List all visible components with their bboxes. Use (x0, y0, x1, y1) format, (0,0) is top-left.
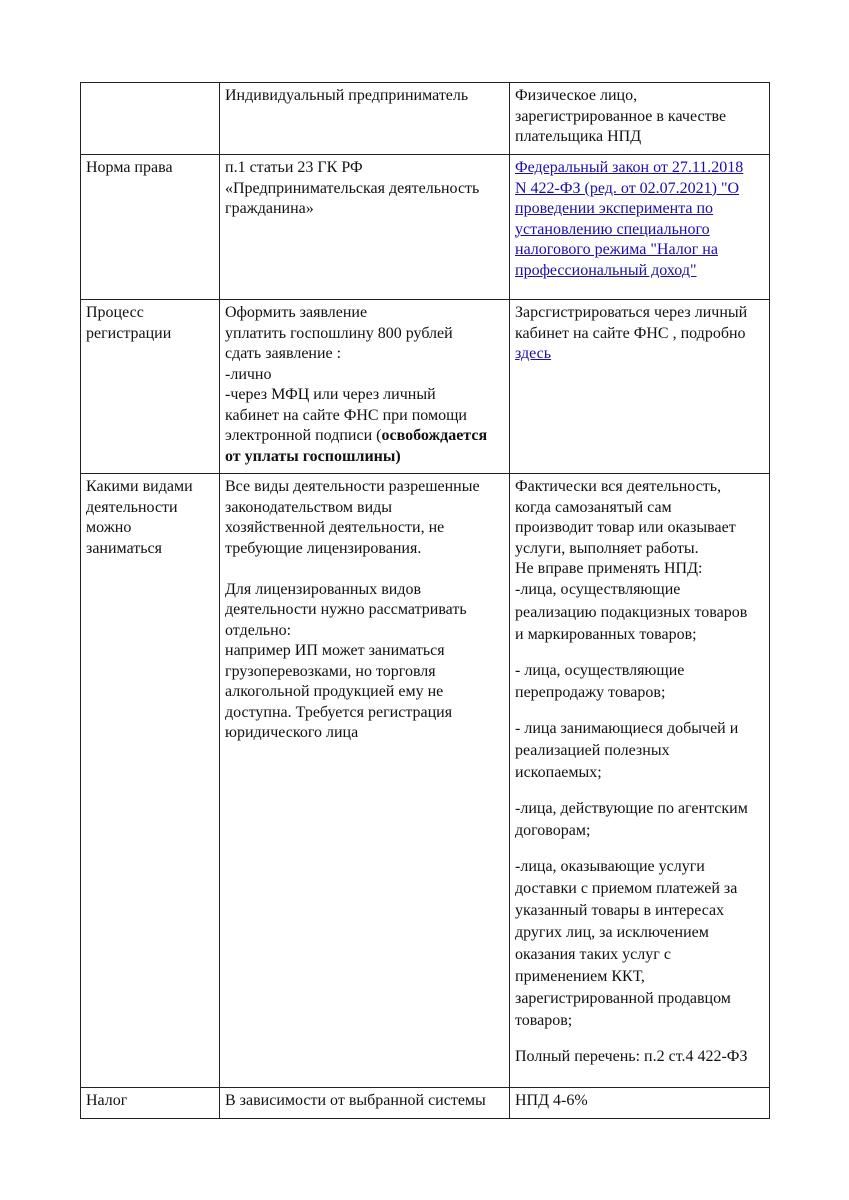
law-ip-line: гражданина» (225, 200, 314, 217)
restriction-item (515, 718, 764, 784)
header-cell-ip (220, 83, 510, 155)
here-link[interactable]: здесь (515, 345, 552, 362)
activities-npd-line: когда самозанятый сам (515, 498, 672, 516)
activities-ip-line: хозяйственной деятельности, не (225, 519, 445, 536)
table-row-registration (81, 300, 770, 474)
registration-ip-line: уплатить госпошлину 800 рублей (225, 324, 453, 342)
activities-ip-line: грузоперевозками, но торговля (225, 662, 436, 680)
tax-npd-cell (510, 1088, 770, 1119)
federal-law-link-line[interactable]: Федеральный закон от 27.11.2018 (515, 159, 744, 176)
activities-label-line: деятельности (86, 498, 178, 516)
restriction-line: реализацию подакцизных товаров (515, 604, 748, 621)
restriction-line: договорам; (515, 822, 591, 839)
fee-exempt-bold: от уплаты госпошлины (225, 447, 396, 465)
activities-ip-line: Все виды деятельности разрешенные (225, 478, 480, 495)
restriction-line: -лица, оказывающие услуги (515, 858, 705, 875)
registration-ip-text: электронной подписи ( (225, 427, 382, 444)
registration-ip-line: кабинет на сайте ФНС при помощи (225, 406, 467, 424)
registration-ip-line: Оформить заявление (225, 304, 368, 321)
federal-law-link-line[interactable]: проведении эксперимента по (515, 200, 714, 217)
activities-ip-line: деятельности нужно рассматривать (225, 601, 467, 618)
registration-npd-line: Зарсгистрироваться через личный (515, 304, 748, 321)
activities-ip-line: законодательством виды (225, 498, 393, 516)
restriction-line: -лица, действующие по агентским (515, 800, 748, 817)
restriction-item (515, 856, 764, 1032)
registration-label (81, 300, 220, 474)
table-row-header (81, 83, 770, 155)
restriction-line: оказания таких услуг с (515, 946, 671, 963)
federal-law-link-line[interactable]: налогового режима "Налог на (515, 241, 718, 258)
federal-law-link-line[interactable]: профессиональный доход" (515, 261, 697, 279)
table-row-law (81, 155, 770, 300)
activities-npd-cell (510, 474, 770, 1088)
registration-label-line: Процесс (86, 304, 144, 321)
activities-npd-line: Фактически вся деятельность, (515, 478, 722, 495)
activities-label (81, 474, 220, 1088)
activities-ip-cell (220, 474, 510, 1088)
table-row-tax (81, 1088, 770, 1119)
restriction-line: зарегистрированной продавцом (515, 990, 731, 1007)
law-label-text: Норма права (86, 159, 173, 176)
activities-label-line: Какими видами (86, 478, 193, 495)
full-list-reference: Полный перечень: п.2 ст.4 422-ФЗ (515, 1048, 748, 1065)
federal-law-link-line[interactable]: установлению специального (515, 220, 710, 238)
restriction-line: указанный товары в интересах (515, 902, 725, 919)
restriction-line: других лиц, за исключением (515, 924, 709, 941)
federal-law-link-line[interactable]: N 422-ФЗ (ред. от 02.07.2021) "О (515, 179, 740, 197)
registration-ip-line: -через МФЦ или через личный (225, 386, 436, 403)
registration-ip-line: -лично (225, 365, 272, 383)
restriction-line: - лица занимающиеся добычей и (515, 720, 739, 737)
activities-label-line: заниматься (86, 539, 162, 557)
activities-ip-line: например ИП может заниматься (225, 642, 445, 659)
activities-npd-line: услуги, выполняет работы. (515, 539, 699, 557)
law-label (81, 155, 220, 300)
activities-ip-line: требующие лицензирования. (225, 539, 422, 557)
law-ip-cell (220, 155, 510, 300)
header-npd-line: Физическое лицо, (515, 87, 638, 104)
law-ip-line: «Предпринимательская деятельность (225, 179, 480, 197)
tax-ip-text: В зависимости от выбранной системы (225, 1092, 486, 1109)
header-npd-line: плательщика НПД (515, 128, 642, 145)
header-npd-line: зарегистрированное в качестве (515, 107, 727, 125)
table-row-activities (81, 474, 770, 1088)
registration-ip-line: сдать заявление : (225, 345, 342, 362)
activities-npd-line: производит товар или оказывает (515, 519, 736, 536)
tax-label (81, 1088, 220, 1119)
activities-ip-line: алкогольной продукцией ему не (225, 683, 444, 700)
registration-label-line: регистрации (86, 324, 172, 342)
tax-label-text: Налог (86, 1092, 128, 1109)
fee-exempt-close: ) (395, 447, 401, 465)
restriction-line: товаров; (515, 1012, 573, 1029)
restriction-line: реализацией полезных (515, 742, 670, 759)
registration-npd-line: кабинет на сайте ФНС , подробно (515, 324, 746, 342)
restriction-line: и маркированных товаров; (515, 626, 697, 643)
activities-ip-line: отдельно: (225, 621, 292, 639)
activities-npd-line: Не вправе применять НПД: (515, 560, 703, 577)
activities-label-line: можно (86, 519, 132, 536)
activities-ip-line: Для лицензированных видов (225, 580, 422, 598)
activities-ip-line: доступна. Требуется регистрация (225, 703, 453, 721)
tax-npd-text: НПД 4-6% (515, 1092, 588, 1109)
restriction-line: применением ККТ, (515, 968, 645, 985)
registration-ip-line (225, 426, 504, 447)
header-cell-npd (510, 83, 770, 155)
registration-ip-cell (220, 300, 510, 474)
restriction-line: ископаемых; (515, 764, 602, 781)
comparison-table (80, 82, 770, 1119)
restriction-item (515, 602, 764, 646)
header-ip-text: Индивидуальный предприниматель (225, 87, 469, 104)
paragraph-gap (225, 559, 504, 580)
registration-ip-line (225, 447, 504, 468)
law-npd-cell (510, 155, 770, 300)
federal-law-link[interactable] (515, 158, 764, 281)
restriction-line: - лица, осуществляющие (515, 662, 685, 679)
registration-npd-cell (510, 300, 770, 474)
restriction-item (515, 798, 764, 842)
activities-npd-line: -лица, осуществляющие (515, 580, 681, 598)
header-cell-empty (81, 83, 220, 155)
restriction-item (515, 660, 764, 704)
restriction-line: перепродажу товаров; (515, 684, 666, 701)
restriction-item (515, 1046, 764, 1068)
restriction-line: доставки с приемом платежей за (515, 880, 738, 897)
tax-ip-cell (220, 1088, 510, 1119)
fee-exempt-bold: освобождается (381, 427, 488, 444)
law-ip-line: п.1 статьи 23 ГК РФ (225, 159, 363, 176)
activities-ip-line: юридического лица (225, 724, 359, 741)
